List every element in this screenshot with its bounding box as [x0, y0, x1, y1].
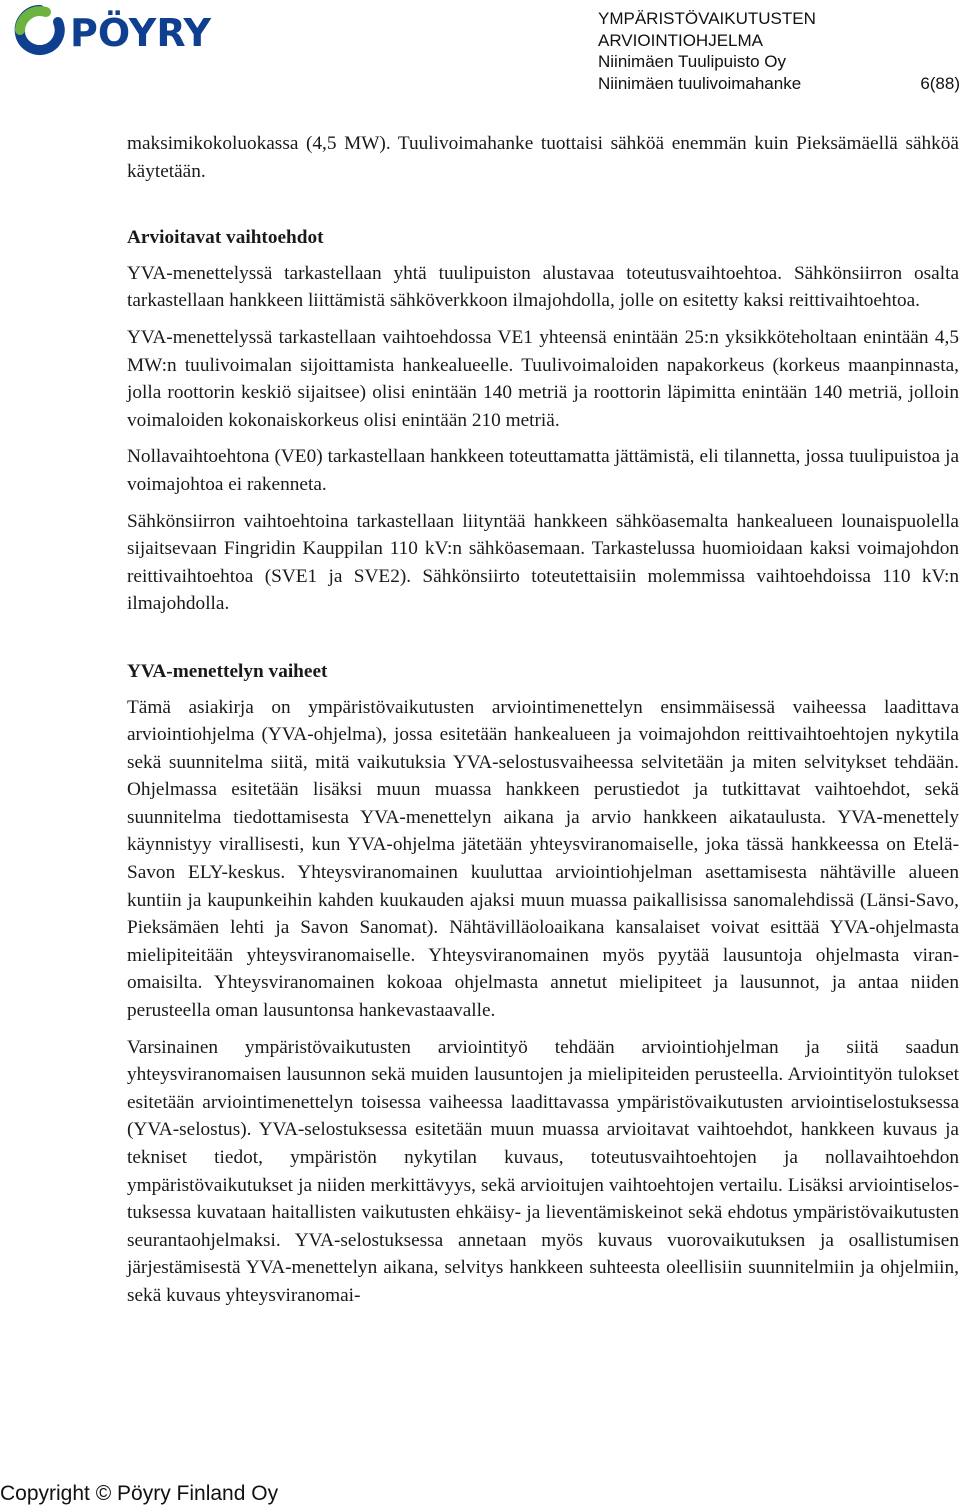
document-header: [598, 8, 960, 94]
phases-paragraph-1: Tämä asiakirja on ympäristövaikutusten arviointimenettelyn ensimmäisessä vaiheessa laadittava arviointiohjelma (YVA-ohjelma), jossa esitetään hankealueen ja voimajohdon reittivaihtoehtojen nykytila sekä suunnitelma siitä, mitä vaikutuksia YVA-selostusvaiheessa selvitetään ja miten selvitykset tehdään. Ohjelmassa esitetään lisäksi muun muassa hankkeen perustiedot ja tutkittavat vaihtoehdot, sekä suunnitelma tiedottamisesta YVA-menettelyn aikana ja arvio hankkeen aikataulusta. YVA-menettely käynnistyy virallisesti, kun YVA-ohjelma jätetään yhteysviranomaiselle, joka tässä hankkeessa on Etelä-Savon ELY-keskus. Yhteysviranomainen kuuluttaa arviointiohjelman asettamisesta nähtäville alueen kuntiin ja kaupunkeihin kahden kuukauden ajaksi muun muassa paikallisissa sanomalehdissä (Länsi-Savo, Pieksämäen lehti ja Savon Sanomat). Nähtävilläoloaikana kansalaiset voivat esittää YVA-ohjelmasta mielipiteitään yhteysviranomaiselle. Yhteysviranomainen myös pyytää lausuntoja ohjelmasta viranomaisilta. Yhteysviranomainen kokoaa ohjelmasta annetut mielipiteet ja lausunnot, ja antaa niiden perusteella oman lausuntonsa hankevastaavalle.: [127, 696, 959, 1022]
alternatives-paragraph-1: YVA-menettelyssä tarkastellaan yhtä tuulipuiston alustavaa toteutusvaihtoehtoa. Sähkönsiirron osalta tarkastellaan hankkeen liittämistä sähköverkkoon ilmajohdolla, jolle on esitetty kaksi reittivaihtoehtoa.: [127, 262, 959, 312]
page-number: 6(88): [920, 73, 960, 93]
poyry-logo-icon: [8, 2, 270, 62]
copyright-footer: Copyright © Pöyry Finland Oy: [0, 1482, 279, 1505]
alternatives-paragraph-4: Sähkönsiirron vaihtoehtoina tarkastellaan liityntää hankkeen sähköasemalta hankealueen lounaispuolella sijaitsevaan Fingridin Kauppilan 110 kV:n sähköasemaan. Tarkastelussa huomioidaan kaksi voimajohdon reittivaihtoehtoa (SVE1 ja SVE2). Sähkönsiirto toteutettaisiin molemmissa vaihtoehdoissa 110 kV:n ilmajohdolla.: [127, 510, 959, 615]
phases-paragraph-2: Varsinainen ympäristövaikutusten arviointityö tehdään arviointiohjelman ja siitä saadun yhteysviranomaisen lausunnon sekä muiden lausuntojen ja mielipiteiden perusteella. Arviointityön tulokset esitetään arviointimenettelyn toisessa vaiheessa laadittavassa ympäristövaikutusten arviointiselostuksessa (YVA-selostus). YVA-selostuksessa esitetään muun muassa arvioitavat vaihtoehdot, hankkeen kuvaus ja tekniset tiedot, ympäristön nykytilan kuvaus, toteutusvaihtoehtojen ja nollavaihtoehdon ympäristövaikutukset ja niiden merkittävyys, sekä arvioitujen vaihtoehtojen vertailu. Lisäksi arviointiselostuksessa kuvataan haitallisten vaikutusten ehkäisy- ja lieventämiskeinot sekä ehdotus ympäristövaikutusten seurantaohjelmaksi. YVA-selostuksessa annetaan myös kuvaus vuorovaikutuksen ja osallistumisen järjestämisestä YVA-menettelyn aikana, selvitys hankkeen suhteesta oleellisiin suunnitelmiin ja ohjelmiin, sekä kuvaus yhteysviranomai-: [127, 1036, 959, 1306]
document-body: [127, 130, 959, 1319]
project-name: Niinimäen tuulivoimahanke: [598, 73, 802, 93]
alternatives-paragraph-2: YVA-menettelyssä tarkastellaan vaihtoehdossa VE1 yhteensä enintään 25:n yksikköteholtaan enintään 4,5 MW:n tuulivoimalan sijoittamista hankealueelle. Tuulivoimaloiden napakorkeus (korkeus maanpinnasta, jolla roottorin keskiö sijaitsee) olisi enintään 140 metriä ja roottorin läpimitta enintään 140 metriä, jolloin voimaloiden kokonaiskorkeus olisi enintään 210 metriä.: [127, 326, 959, 431]
phases-heading: YVA-menettelyn vaiheet: [127, 660, 328, 682]
doc-title-line-1: YMPÄRISTÖVAIKUTUSTEN: [598, 9, 816, 28]
logo-wordmark: PÖYRY: [70, 11, 212, 55]
alternatives-heading: Arvioitavat vaihtoehdot: [127, 227, 324, 249]
doc-title-line-2: ARVIOINTIOHJELMA: [598, 30, 763, 50]
company-name: Niinimäen Tuulipuisto Oy: [598, 52, 787, 71]
poyry-logo: [8, 2, 270, 62]
alternatives-paragraph-3: Nollavaihtoehtona (VE0) tarkastellaan hankkeen toteuttamatta jättämistä, eli tilannetta, jossa tuulipuistoa ja voimajohtoa ei rakenneta.: [127, 446, 959, 495]
intro-paragraph: maksimikokoluokassa (4,5 MW). Tuulivoimahanke tuottaisi sähköä enemmän kuin Pieksämäellä sähköä käytetään.: [127, 133, 959, 182]
